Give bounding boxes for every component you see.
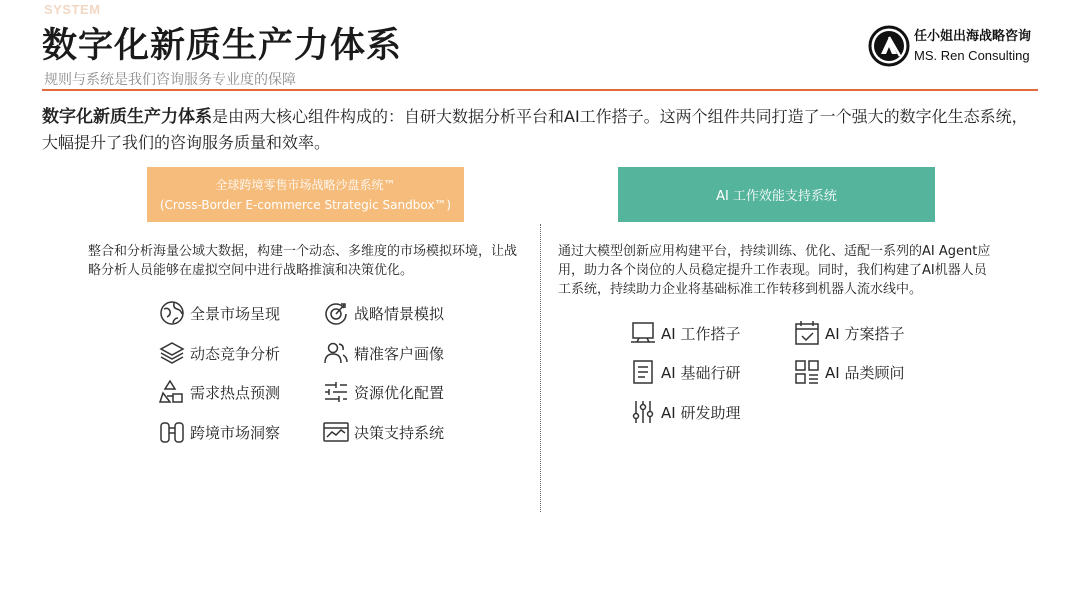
strategy-icon <box>322 299 350 327</box>
header-divider <box>42 89 1038 91</box>
grid-list-icon <box>793 358 821 386</box>
feature-item <box>322 417 444 447</box>
feature-item <box>158 417 280 447</box>
page-title: 数字化新质生产力体系 <box>42 26 403 66</box>
globe-icon <box>158 299 186 327</box>
intro-bold: 数字化新质生产力体系 <box>42 107 212 127</box>
chart-window-icon <box>322 418 350 446</box>
intro-text: 是由两大核心组件构成的：自研大数据分析平台和AI工作搭子。这两个组件共同打造了一个强大的数字化生态系统，大幅提升了我们的咨询服务质量和效率。 <box>42 107 1028 152</box>
feature-item <box>322 298 444 328</box>
feature-label: AI 品类顾问 <box>825 363 905 382</box>
feature-label: 需求热点预测 <box>190 383 281 402</box>
logo-name-en: MS. Ren Consulting <box>914 48 1030 63</box>
feature-item <box>793 318 904 348</box>
feature-label: 精准客户画像 <box>354 344 445 363</box>
sliders-icon <box>322 378 350 406</box>
document-icon <box>629 358 657 386</box>
shapes-icon <box>158 378 186 406</box>
calendar-check-icon <box>793 319 821 347</box>
left-panel-description: 整合和分析海量公域大数据，构建一个动态、多维度的市场模拟环境，让战略分析人员能够在虚拟空间中进行战略推演和决策优化。 <box>88 244 518 278</box>
feature-item <box>158 338 280 368</box>
system-tag: SYSTEM <box>44 2 101 17</box>
feature-label: 跨境市场洞察 <box>190 423 281 442</box>
right-panel-description: 通过大模型创新应用构建平台，持续训练、优化、适配一系列的AI Agent应用，助力各个岗位的人员稳定提升工作表现。同时，我们构建了AI机器人员工系统，持续助力企业将基础标准工作转移到机器人流水线中。 <box>558 244 991 297</box>
feature-label: AI 方案搭子 <box>825 324 905 343</box>
feature-item <box>158 377 280 407</box>
feature-label: 决策支持系统 <box>354 423 445 442</box>
logo-name-cn: 任小姐出海战略咨询 <box>914 29 1032 44</box>
left-panel-title-en: (Cross-Border E-commerce Strategic Sandbox™) <box>159 197 452 212</box>
company-logo <box>868 24 1043 68</box>
right-panel-header <box>618 167 935 222</box>
column-divider <box>540 224 541 512</box>
binoculars-icon <box>158 418 186 446</box>
left-panel-header <box>147 167 464 222</box>
feature-label: 资源优化配置 <box>354 383 445 402</box>
feature-item <box>629 357 740 387</box>
feature-label: AI 工作搭子 <box>661 324 741 343</box>
laptop-icon <box>629 319 657 347</box>
ms-ren-logo-mark-icon <box>868 25 910 67</box>
feature-item <box>322 377 444 407</box>
layers-icon <box>158 339 186 367</box>
users-icon <box>322 339 350 367</box>
intro-paragraph <box>42 104 1042 155</box>
feature-label: 全景市场呈现 <box>190 304 281 323</box>
feature-label: AI 基础行研 <box>661 363 741 382</box>
left-panel-title-cn: 全球跨境零售市场战略沙盘系统™ <box>215 177 396 192</box>
feature-item <box>629 397 740 427</box>
right-panel-title: AI 工作效能支持系统 <box>716 189 837 204</box>
feature-item <box>793 357 904 387</box>
feature-label: AI 研发助理 <box>661 403 741 422</box>
tuning-icon <box>629 398 657 426</box>
feature-label: 动态竞争分析 <box>190 344 281 363</box>
feature-item <box>322 338 444 368</box>
feature-label: 战略情景模拟 <box>354 304 445 323</box>
feature-item <box>629 318 740 348</box>
feature-item <box>158 298 280 328</box>
page-subtitle: 规则与系统是我们咨询服务专业度的保障 <box>44 72 296 88</box>
